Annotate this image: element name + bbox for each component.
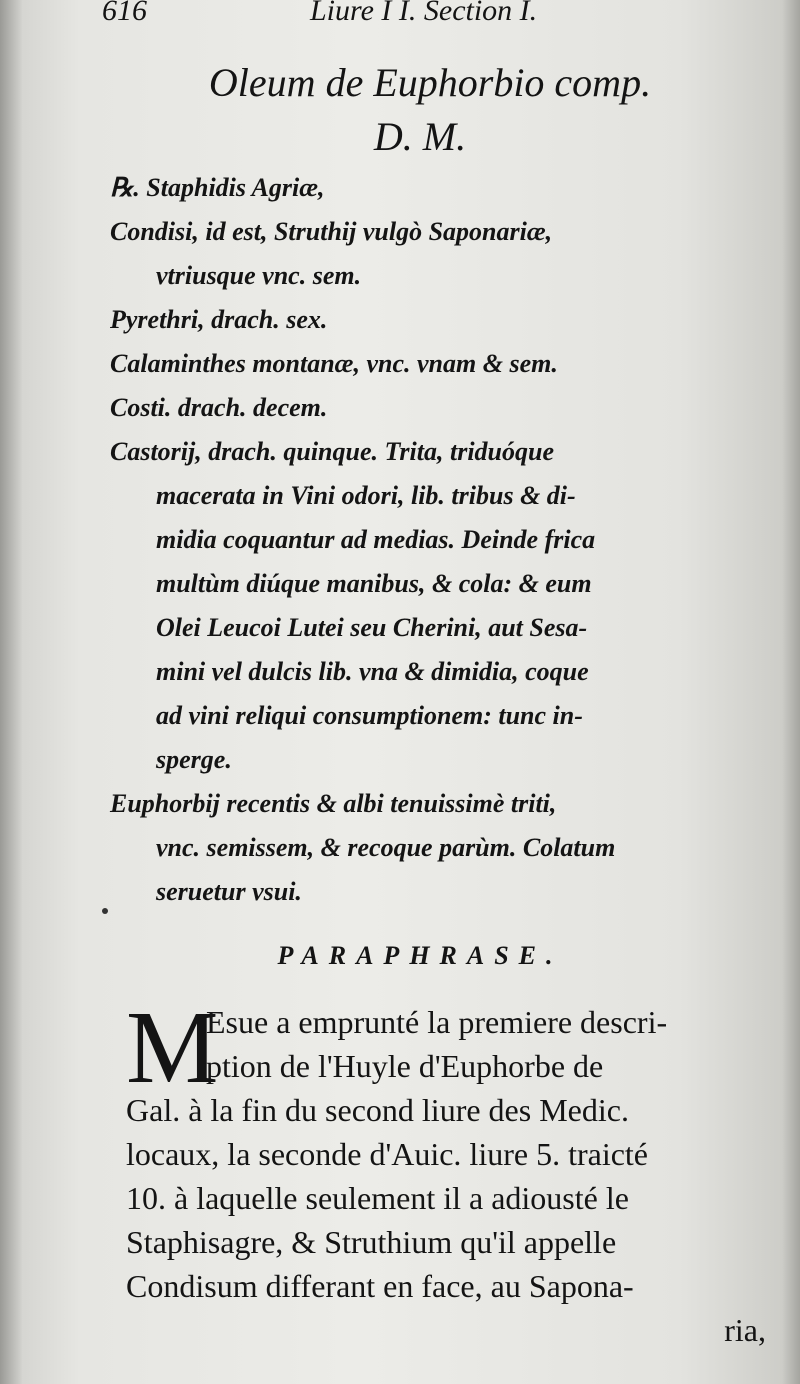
paraphrase-line: ria,: [724, 1312, 766, 1348]
recipe-line: ad vini reliqui consumptionem: tunc in-: [156, 701, 583, 730]
recipe-line: Castorij, drach. quinque. Trita, triduóque: [110, 437, 555, 466]
paraphrase-line: ption de l'Huyle d'Euphorbe de: [206, 1048, 604, 1084]
drop-cap: M: [126, 990, 219, 1105]
page-edge-shadow: [782, 0, 800, 1384]
recipe-line: Costi. drach. decem.: [110, 393, 328, 422]
paraphrase-line: Condisum differant en face, au Sapona-: [126, 1268, 634, 1304]
recipe-line: multùm diúque manibus, & cola: & eum: [156, 569, 592, 598]
section-heading: PARAPHRASE.: [277, 941, 563, 970]
paraphrase-line: locaux, la seconde d'Auic. liure 5. traicté: [126, 1136, 648, 1172]
recipe-line: midia coquantur ad medias. Deinde frica: [156, 525, 596, 554]
recipe-line: seruetur vsui.: [156, 877, 302, 906]
recipe-line: ℞. Staphidis Agriæ,: [110, 173, 325, 202]
recipe-line: Pyrethri, drach. sex.: [110, 305, 328, 334]
paraphrase-line: 10. à laquelle seulement il a adiousté le: [126, 1180, 629, 1216]
recipe-line: vnc. semissem, & recoque parùm. Colatum: [156, 833, 616, 862]
recipe-line: Condisi, id est, Struthij vulgò Saponariæ,: [110, 217, 553, 246]
page-number: 616: [102, 0, 147, 27]
paraphrase-line: Esue a emprunté la premiere descri-: [206, 1004, 668, 1040]
recipe-title: Oleum de Euphorbio comp.: [208, 60, 652, 105]
recipe-line: Calaminthes montanæ, vnc. vnam & sem.: [110, 349, 558, 378]
recipe-line: macerata in Vini odori, lib. tribus & di-: [156, 481, 576, 510]
recipe-line: sperge.: [156, 745, 232, 774]
ink-speck: [102, 908, 108, 914]
recipe-line: vtriusque vnc. sem.: [156, 261, 362, 290]
paraphrase-line: Staphisagre, & Struthium qu'il appelle: [126, 1224, 617, 1260]
paraphrase-line: Gal. à la fin du second liure des Medic.: [126, 1092, 629, 1128]
recipe-line: mini vel dulcis lib. vna & dimidia, coque: [156, 657, 589, 686]
recipe-line: Olei Leucoi Lutei seu Cherini, aut Sesa-: [156, 613, 588, 642]
running-head: [102, 0, 630, 34]
recipe-body: [110, 166, 770, 914]
paraphrase-body: [126, 990, 776, 1352]
page-gutter-shadow: [0, 0, 22, 1384]
running-head-title: Liure I I. Section I.: [310, 0, 538, 27]
recipe-line: Euphorbij recentis & albi tenuissimè triti,: [110, 789, 557, 818]
recipe-subtitle: D. M.: [373, 114, 467, 159]
